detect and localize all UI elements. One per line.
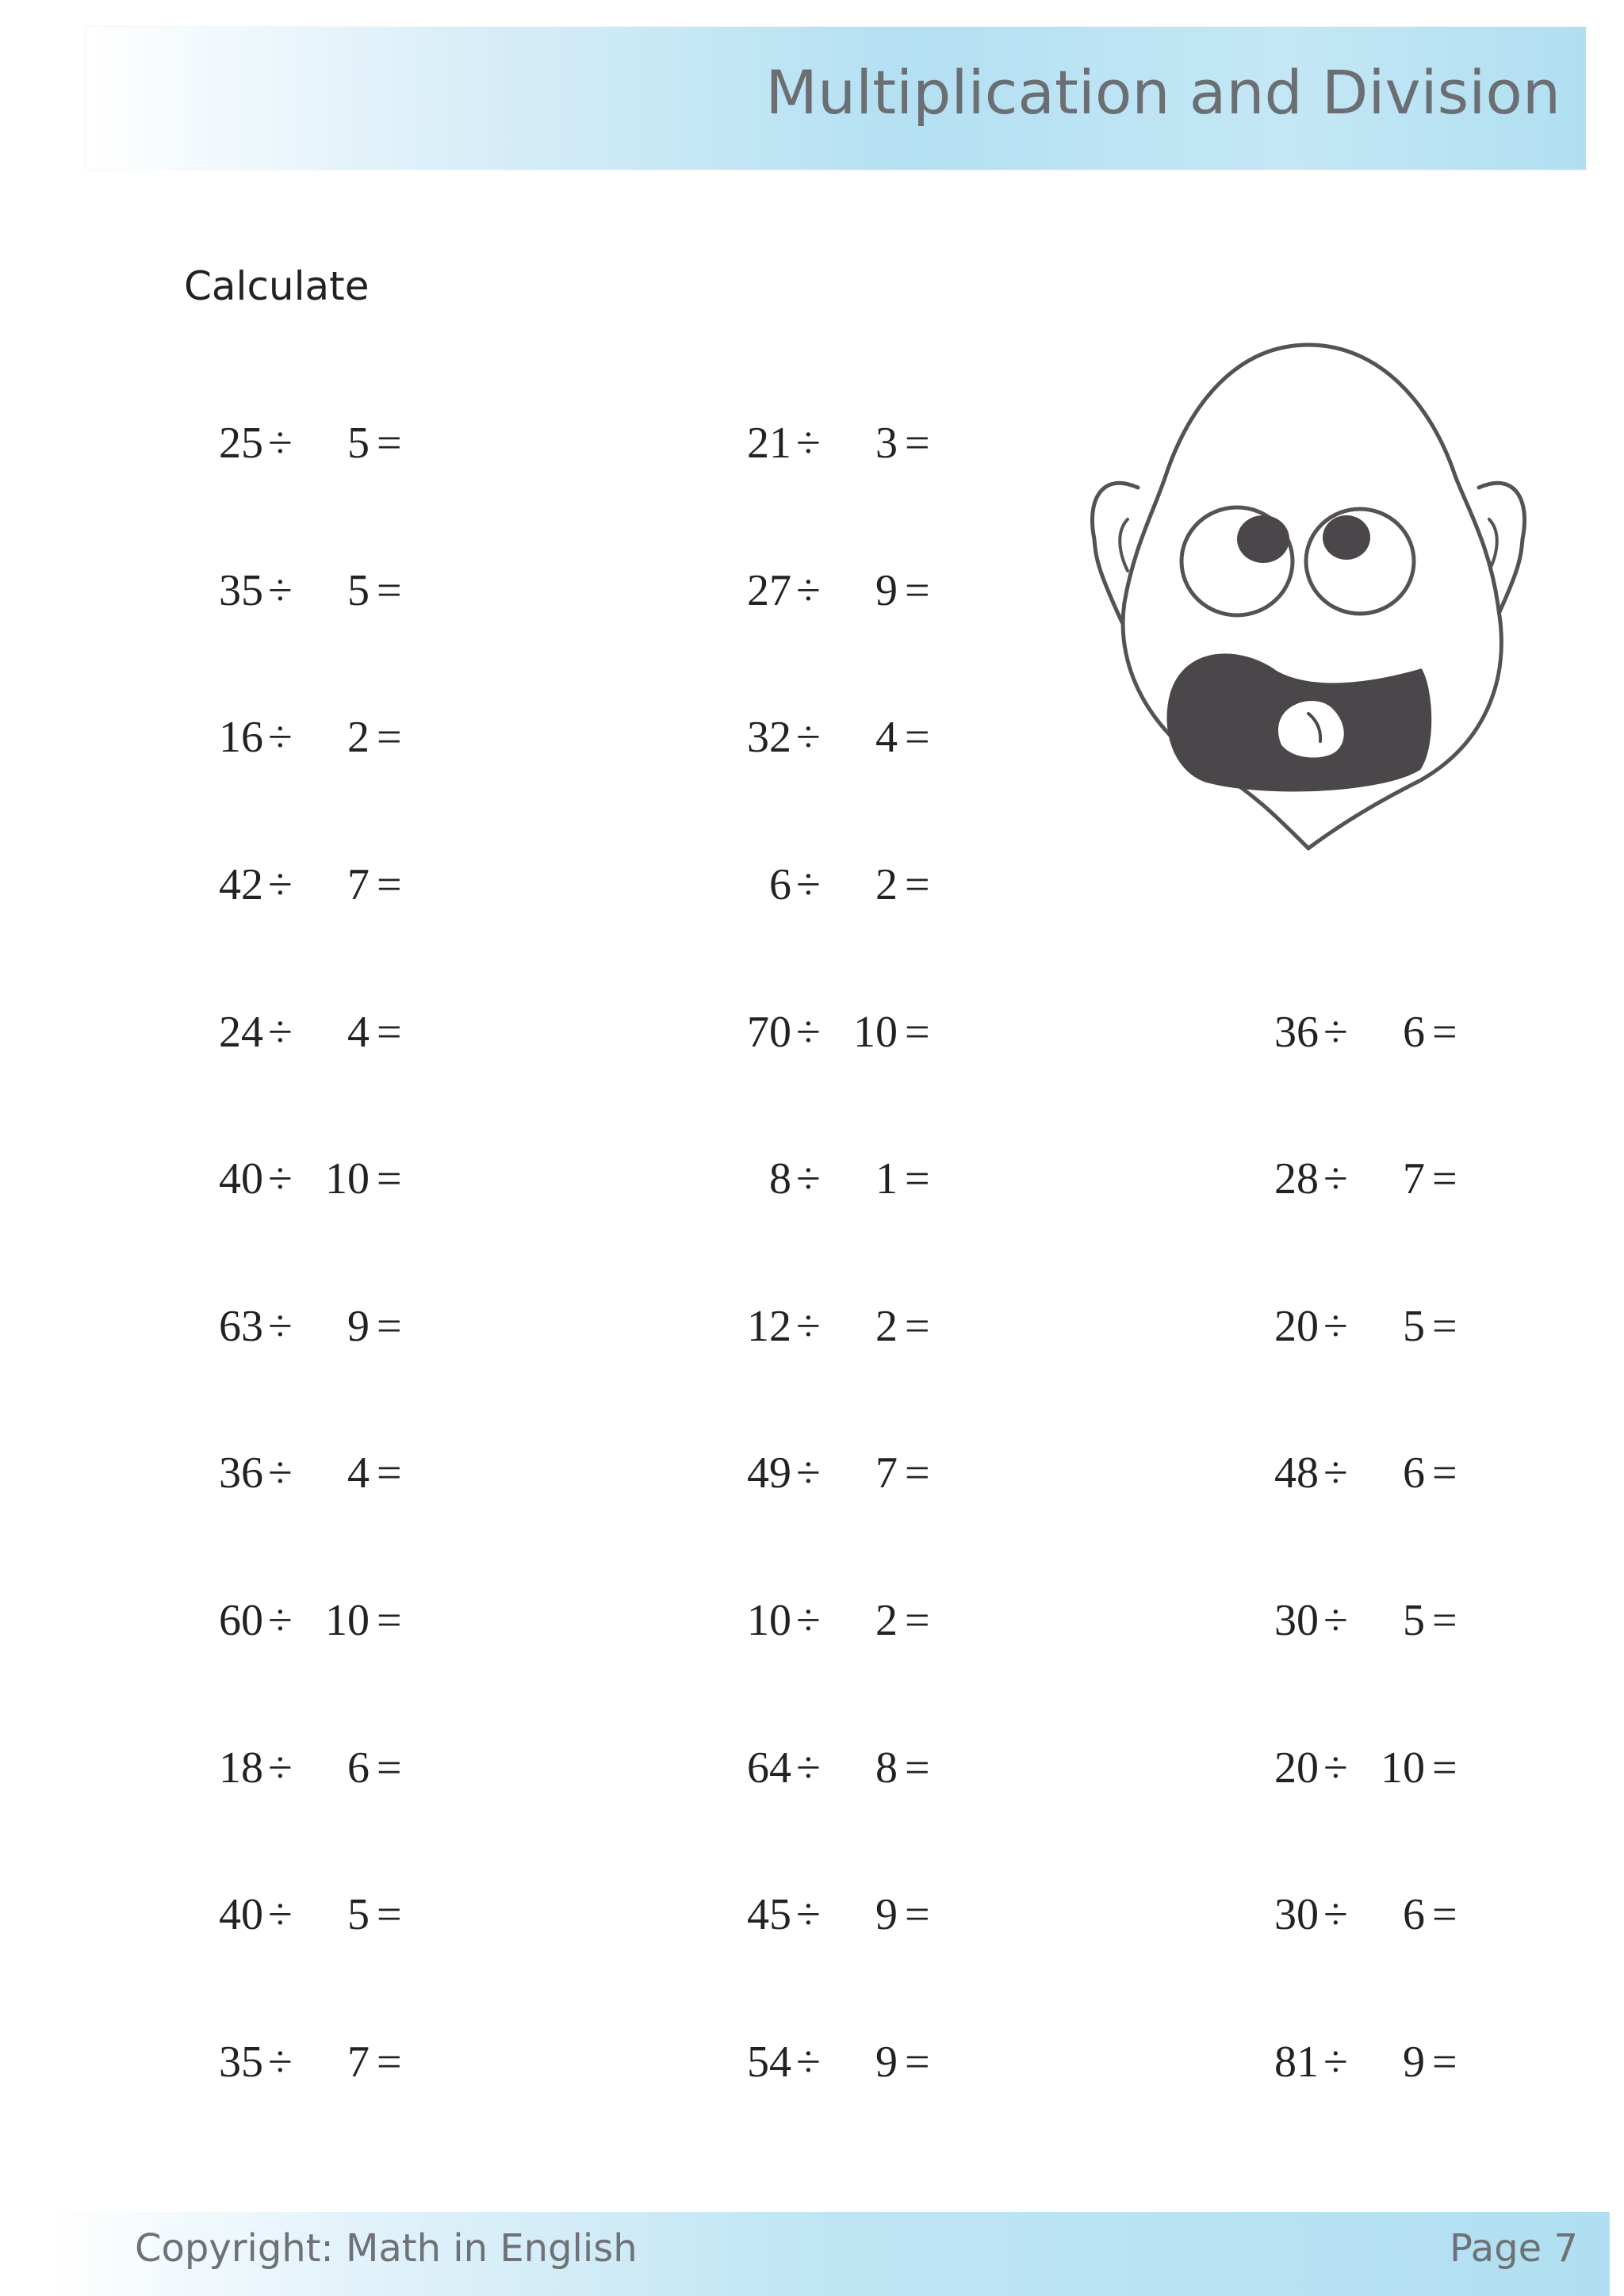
- equals-sign: =: [905, 2038, 930, 2087]
- footer-banner: [48, 2212, 1610, 2296]
- dividend: 54: [747, 2038, 791, 2087]
- division-problem: [184, 1593, 422, 1648]
- equals-sign: =: [377, 1890, 402, 1939]
- page-number: Page 7: [1450, 2226, 1578, 2271]
- division-problem: [184, 710, 422, 765]
- divisor: 3: [875, 419, 898, 468]
- dividend: 30: [1274, 1596, 1319, 1645]
- dividend: 21: [747, 419, 791, 468]
- equals-sign: =: [905, 419, 930, 468]
- division-sign: ÷: [796, 1154, 821, 1203]
- division-problem: [184, 415, 422, 471]
- division-problem: [712, 1445, 950, 1501]
- division-sign: ÷: [1323, 1596, 1348, 1645]
- surprised-cartoon-face-icon: [1078, 341, 1538, 864]
- division-problem: [1239, 1151, 1477, 1207]
- header-banner: [86, 27, 1586, 170]
- division-problem: [184, 1004, 422, 1060]
- division-sign: ÷: [796, 2038, 821, 2087]
- dividend: 40: [219, 1154, 263, 1203]
- equals-sign: =: [377, 1743, 402, 1793]
- division-problem: [712, 563, 950, 618]
- dividend: 36: [1274, 1008, 1319, 1057]
- division-problem: [184, 1299, 422, 1354]
- equals-sign: =: [905, 1448, 930, 1498]
- dividend: 27: [747, 566, 791, 615]
- dividend: 20: [1274, 1743, 1319, 1793]
- equals-sign: =: [1432, 1890, 1457, 1939]
- page-title: Multiplication and Division: [765, 57, 1561, 128]
- divisor: 2: [875, 1596, 898, 1645]
- division-sign: ÷: [796, 713, 821, 762]
- division-problem: [1239, 1593, 1477, 1648]
- division-problem: [184, 2034, 422, 2090]
- division-sign: ÷: [1323, 2038, 1348, 2087]
- equals-sign: =: [377, 1302, 402, 1351]
- dividend: 32: [747, 713, 791, 762]
- dividend: 18: [219, 1743, 263, 1793]
- divisor: 9: [875, 2038, 898, 2087]
- division-problem: [712, 1004, 950, 1060]
- division-problem: [712, 1593, 950, 1648]
- equals-sign: =: [377, 2038, 402, 2087]
- dividend: 30: [1274, 1890, 1319, 1939]
- divisor: 6: [347, 1743, 370, 1793]
- division-problem: [1239, 1445, 1477, 1501]
- equals-sign: =: [905, 1743, 930, 1793]
- divisor: 6: [1403, 1008, 1425, 1057]
- division-problem: [712, 710, 950, 765]
- divisor: 5: [347, 419, 370, 468]
- equals-sign: =: [377, 1154, 402, 1203]
- dividend: 45: [747, 1890, 791, 1939]
- divisor: 2: [347, 713, 370, 762]
- division-sign: ÷: [268, 1743, 293, 1793]
- division-sign: ÷: [796, 1743, 821, 1793]
- equals-sign: =: [905, 566, 930, 615]
- division-sign: ÷: [1323, 1743, 1348, 1793]
- divisor: 10: [325, 1154, 370, 1203]
- equals-sign: =: [905, 1154, 930, 1203]
- divisor: 4: [875, 713, 898, 762]
- divisor: 8: [875, 1743, 898, 1793]
- division-sign: ÷: [1323, 1008, 1348, 1057]
- dividend: 42: [219, 860, 263, 909]
- equals-sign: =: [377, 1596, 402, 1645]
- division-problem: [1239, 1887, 1477, 1942]
- divisor: 5: [1403, 1302, 1425, 1351]
- dividend: 40: [219, 1890, 263, 1939]
- divisor: 2: [875, 1302, 898, 1351]
- division-sign: ÷: [796, 1448, 821, 1498]
- division-sign: ÷: [796, 860, 821, 909]
- division-sign: ÷: [268, 1302, 293, 1351]
- equals-sign: =: [377, 1448, 402, 1498]
- equals-sign: =: [905, 1008, 930, 1057]
- divisor: 6: [1403, 1890, 1425, 1939]
- copyright-text: Copyright: Math in English: [135, 2226, 638, 2271]
- equals-sign: =: [377, 1008, 402, 1057]
- dividend: 64: [747, 1743, 791, 1793]
- divisor: 7: [347, 2038, 370, 2087]
- equals-sign: =: [1432, 1596, 1457, 1645]
- divisor: 5: [1403, 1596, 1425, 1645]
- division-problem: [184, 1887, 422, 1942]
- divisor: 1: [875, 1154, 898, 1203]
- equals-sign: =: [1432, 1154, 1457, 1203]
- division-sign: ÷: [796, 566, 821, 615]
- dividend: 49: [747, 1448, 791, 1498]
- division-sign: ÷: [268, 860, 293, 909]
- division-sign: ÷: [796, 1596, 821, 1645]
- dividend: 36: [219, 1448, 263, 1498]
- division-problem: [1239, 1299, 1477, 1354]
- equals-sign: =: [905, 860, 930, 909]
- division-sign: ÷: [1323, 1890, 1348, 1939]
- division-sign: ÷: [268, 1008, 293, 1057]
- division-sign: ÷: [1323, 1302, 1348, 1351]
- equals-sign: =: [377, 713, 402, 762]
- dividend: 20: [1274, 1302, 1319, 1351]
- dividend: 24: [219, 1008, 263, 1057]
- division-problem: [184, 857, 422, 913]
- divisor: 9: [875, 566, 898, 615]
- equals-sign: =: [377, 566, 402, 615]
- equals-sign: =: [905, 1596, 930, 1645]
- division-problem: [1239, 2034, 1477, 2090]
- dividend: 8: [769, 1154, 791, 1203]
- division-problem: [712, 857, 950, 913]
- equals-sign: =: [905, 1890, 930, 1939]
- division-problem: [712, 2034, 950, 2090]
- dividend: 35: [219, 2038, 263, 2087]
- equals-sign: =: [905, 1302, 930, 1351]
- divisor: 10: [853, 1008, 898, 1057]
- division-problem: [1239, 1004, 1477, 1060]
- divisor: 9: [1403, 2038, 1425, 2087]
- dividend: 60: [219, 1596, 263, 1645]
- divisor: 9: [875, 1890, 898, 1939]
- dividend: 81: [1274, 2038, 1319, 2087]
- division-sign: ÷: [268, 1448, 293, 1498]
- equals-sign: =: [905, 713, 930, 762]
- division-sign: ÷: [796, 1890, 821, 1939]
- division-sign: ÷: [268, 713, 293, 762]
- division-problem: [184, 563, 422, 618]
- division-problem: [712, 1151, 950, 1207]
- dividend: 12: [747, 1302, 791, 1351]
- instruction-text: Calculate: [184, 263, 370, 309]
- divisor: 4: [347, 1448, 370, 1498]
- division-sign: ÷: [268, 2038, 293, 2087]
- divisor: 9: [347, 1302, 370, 1351]
- dividend: 25: [219, 419, 263, 468]
- dividend: 6: [769, 860, 791, 909]
- division-problem: [184, 1740, 422, 1796]
- equals-sign: =: [377, 419, 402, 468]
- division-sign: ÷: [268, 566, 293, 615]
- dividend: 10: [747, 1596, 791, 1645]
- equals-sign: =: [1432, 1743, 1457, 1793]
- dividend: 16: [219, 713, 263, 762]
- equals-sign: =: [1432, 1448, 1457, 1498]
- division-sign: ÷: [796, 1302, 821, 1351]
- equals-sign: =: [377, 860, 402, 909]
- division-sign: ÷: [796, 1008, 821, 1057]
- dividend: 70: [747, 1008, 791, 1057]
- dividend: 48: [1274, 1448, 1319, 1498]
- divisor: 6: [1403, 1448, 1425, 1498]
- divisor: 10: [1381, 1743, 1425, 1793]
- division-sign: ÷: [796, 419, 821, 468]
- division-problem: [1239, 1740, 1477, 1796]
- division-sign: ÷: [268, 1154, 293, 1203]
- division-sign: ÷: [1323, 1448, 1348, 1498]
- divisor: 7: [1403, 1154, 1425, 1203]
- divisor: 10: [325, 1596, 370, 1645]
- dividend: 63: [219, 1302, 263, 1351]
- division-problem: [712, 415, 950, 471]
- division-problem: [184, 1445, 422, 1501]
- division-problem: [712, 1740, 950, 1796]
- division-sign: ÷: [268, 419, 293, 468]
- dividend: 35: [219, 566, 263, 615]
- divisor: 7: [875, 1448, 898, 1498]
- division-sign: ÷: [1323, 1154, 1348, 1203]
- divisor: 5: [347, 566, 370, 615]
- equals-sign: =: [1432, 1008, 1457, 1057]
- divisor: 5: [347, 1890, 370, 1939]
- division-problem: [184, 1151, 422, 1207]
- division-problem: [712, 1299, 950, 1354]
- equals-sign: =: [1432, 2038, 1457, 2087]
- division-problem: [712, 1887, 950, 1942]
- equals-sign: =: [1432, 1302, 1457, 1351]
- divisor: 2: [875, 860, 898, 909]
- division-sign: ÷: [268, 1596, 293, 1645]
- divisor: 7: [347, 860, 370, 909]
- division-sign: ÷: [268, 1890, 293, 1939]
- dividend: 28: [1274, 1154, 1319, 1203]
- divisor: 4: [347, 1008, 370, 1057]
